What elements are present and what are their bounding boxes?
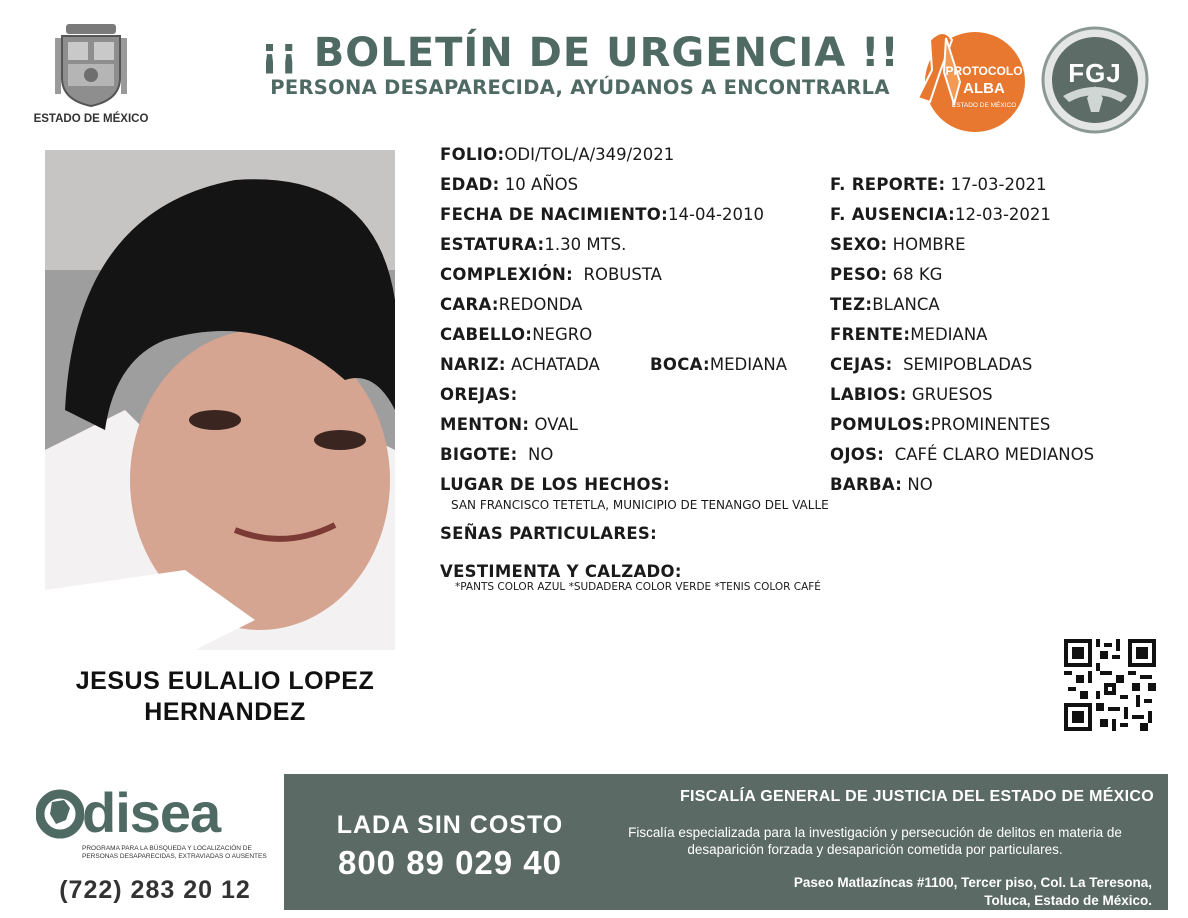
field-menton xyxy=(440,415,578,434)
edad-label: EDAD: xyxy=(440,175,500,194)
labios-value: GRUESOS xyxy=(911,385,993,404)
fgj-title: FISCALÍA GENERAL DE JUSTICIA DEL ESTADO DE MÉXICO xyxy=(679,788,1154,805)
lugar-value: SAN FRANCISCO TETETLA, MUNICIPIO DE TENANGO DEL VALLE xyxy=(451,498,829,512)
field-tez xyxy=(830,295,940,314)
fgj-address xyxy=(600,874,1152,910)
field-barba xyxy=(830,475,933,494)
nariz-label: NARIZ: xyxy=(440,355,506,374)
protocolo-alba-logo xyxy=(900,22,1030,132)
field-f-ausencia xyxy=(830,205,1051,224)
orejas-label: OREJAS: xyxy=(440,385,518,404)
senas-label: SEÑAS PARTICULARES: xyxy=(440,524,658,543)
field-lugar-label xyxy=(440,475,670,494)
f-ausencia-value: 12-03-2021 xyxy=(955,205,1051,224)
field-peso xyxy=(830,265,942,284)
fgj-description: Fiscalía especializada para la investigación y persecución de delitos en materia de desaparición forzada y desaparición cometida por particulares. xyxy=(628,825,1122,857)
complexion-value: ROBUSTA xyxy=(583,265,662,284)
field-orejas xyxy=(440,385,518,404)
fgj-seal-text: FGJ xyxy=(1068,58,1122,88)
f-reporte-label: F. REPORTE: xyxy=(830,175,946,194)
bigote-value: NO xyxy=(528,445,554,464)
fgj-address-line2: Toluca, Estado de México. xyxy=(984,893,1152,908)
nariz-value: ACHATADA xyxy=(511,355,600,374)
cabello-value: NEGRO xyxy=(532,325,593,344)
estatura-label: ESTATURA: xyxy=(440,235,545,254)
boca-value: MEDIANA xyxy=(709,355,788,374)
cejas-label: CEJAS: xyxy=(830,355,893,374)
field-sexo xyxy=(830,235,966,254)
field-cabello xyxy=(440,325,592,344)
cejas-value: SEMIPOBLADAS xyxy=(903,355,1033,374)
missing-person-photo xyxy=(45,150,395,650)
fecha-nacimiento-label: FECHA DE NACIMIENTO: xyxy=(440,205,669,224)
person-name-line2: HERNANDEZ xyxy=(144,698,306,726)
protocolo-label: PROTOCOLO xyxy=(945,64,1023,78)
f-reporte-value: 17-03-2021 xyxy=(950,175,1047,194)
tez-label: TEZ: xyxy=(830,295,873,314)
qr-code[interactable] xyxy=(1064,639,1156,731)
cara-label: CARA: xyxy=(440,295,499,314)
odisea-program-text: PROGRAMA PARA LA BÚSQUEDA Y LOCALIZACIÓN DE PERSONAS DESAPARECIDAS, EXTRAVIADAS O AUSENTES xyxy=(82,845,267,860)
field-cejas xyxy=(830,355,1032,374)
field-nariz xyxy=(440,355,600,374)
bigote-label: BIGOTE: xyxy=(440,445,518,464)
folio-label: FOLIO: xyxy=(440,145,505,164)
tez-value: BLANCA xyxy=(872,295,940,314)
fecha-nacimiento-value: 14-04-2010 xyxy=(668,205,764,224)
barba-value: NO xyxy=(907,475,933,494)
ojos-value: CAFÉ CLARO MEDIANOS xyxy=(894,445,1095,464)
cabello-label: CABELLO: xyxy=(440,325,533,344)
peso-value: 68 KG xyxy=(892,265,943,284)
alba-state-label: ESTADO DE MÉXICO xyxy=(951,102,1017,109)
vestimenta-value: *PANTS COLOR AZUL *SUDADERA COLOR VERDE *TENIS COLOR CAFÉ xyxy=(455,581,821,593)
state-coat-of-arms xyxy=(52,20,130,108)
field-frente xyxy=(830,325,987,344)
bulletin-title: ¡¡ BOLETÍN DE URGENCIA !! xyxy=(260,30,900,76)
estatura-value: 1.30 MTS. xyxy=(544,235,627,254)
field-folio xyxy=(440,145,674,164)
lada-label: LADA SIN COSTO xyxy=(336,811,564,839)
odisea-logo xyxy=(36,781,276,848)
fgj-address-line1: Paseo Matlazíncas #1100, Tercer piso, Col. La Teresona, xyxy=(793,875,1152,890)
menton-label: MENTON: xyxy=(440,415,530,434)
person-name-line1: JESUS EULALIO LOPEZ xyxy=(75,667,375,695)
barba-label: BARBA: xyxy=(830,475,903,494)
boca-label: BOCA: xyxy=(650,355,710,374)
complexion-label: COMPLEXIÓN: xyxy=(440,265,574,284)
f-ausencia-label: F. AUSENCIA: xyxy=(830,205,956,224)
pomulos-label: POMULOS: xyxy=(830,415,931,434)
field-boca xyxy=(650,355,787,374)
menton-value: OVAL xyxy=(534,415,578,434)
edad-value: 10 AÑOS xyxy=(504,175,579,194)
lugar-label: LUGAR DE LOS HECHOS: xyxy=(440,475,670,494)
vestimenta-label: VESTIMENTA Y CALZADO: xyxy=(440,562,682,581)
ojos-label: OJOS: xyxy=(830,445,885,464)
person-name xyxy=(40,666,410,728)
cara-value: REDONDA xyxy=(498,295,583,314)
field-f-reporte xyxy=(830,175,1046,194)
field-cara xyxy=(440,295,582,314)
labios-label: LABIOS: xyxy=(830,385,907,404)
field-bigote xyxy=(440,445,553,464)
odisea-phone[interactable]: (722) 283 20 12 xyxy=(59,876,251,904)
field-pomulos xyxy=(830,415,1050,434)
toll-free-number[interactable]: 800 89 029 40 xyxy=(337,844,563,881)
pomulos-value: PROMINENTES xyxy=(930,415,1051,434)
state-label: ESTADO DE MÉXICO xyxy=(33,113,149,125)
field-senas xyxy=(440,524,657,543)
field-edad xyxy=(440,175,578,194)
field-estatura xyxy=(440,235,626,254)
sexo-label: SEXO: xyxy=(830,235,888,254)
bulletin-subtitle: PERSONA DESAPARECIDA, AYÚDANOS A ENCONTRARLA xyxy=(270,76,890,99)
sexo-value: HOMBRE xyxy=(892,235,966,254)
field-vestimenta-label xyxy=(440,562,682,581)
field-ojos xyxy=(830,445,1094,464)
folio-value: ODI/TOL/A/349/2021 xyxy=(504,145,675,164)
fgj-seal-logo xyxy=(1041,26,1149,134)
field-fecha-nacimiento xyxy=(440,205,764,224)
alba-label: ALBA xyxy=(963,80,1005,97)
peso-label: PESO: xyxy=(830,265,888,284)
field-labios xyxy=(830,385,993,404)
frente-label: FRENTE: xyxy=(830,325,911,344)
frente-value: MEDIANA xyxy=(910,325,988,344)
odisea-wordmark: disea xyxy=(82,781,221,844)
field-complexion xyxy=(440,265,662,284)
